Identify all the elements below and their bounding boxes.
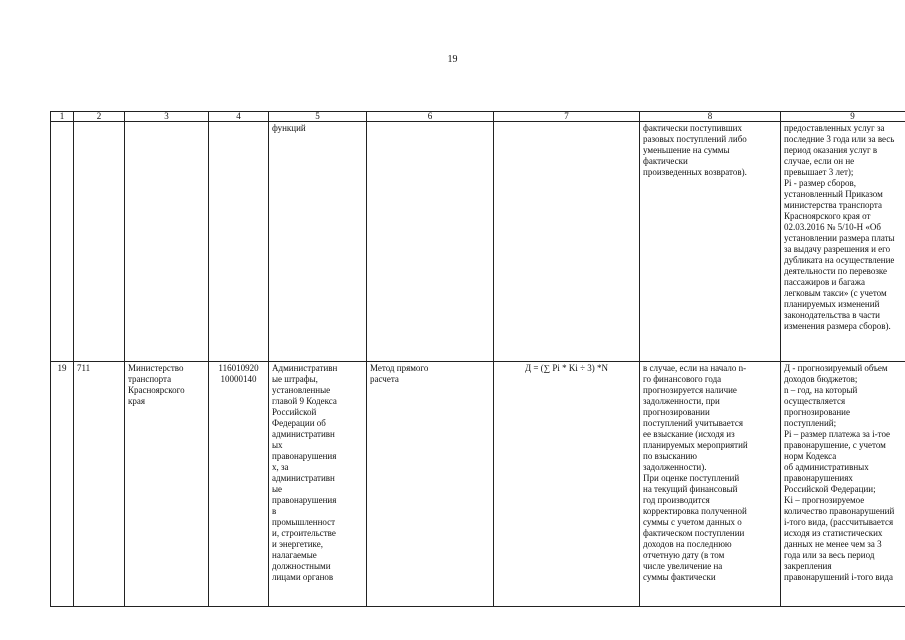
header-cell: 5 <box>269 112 367 122</box>
header-cell: 8 <box>640 112 781 122</box>
row-number-cell <box>51 122 74 362</box>
header-cell: 3 <box>125 112 209 122</box>
kbk-code-cell <box>209 122 269 362</box>
indicator-description-cell: Д - прогнозируемый объем доходов бюджетов; n – год, на который осуществляется прогнозирование поступлений; Pi – размер платежа за i-тое правонарушение, с учетом норм Кодекса об административных правонарушениях Российской Федерации; Ki – прогнозируемое количество правонарушений i-того вида, (рассчитывается исходя из статистических данных не менее чем за 3 года или за весь период закрепления правонарушений i-того вида <box>781 362 905 607</box>
method-cell <box>367 122 494 362</box>
revenue-name-cell: функций <box>269 122 367 362</box>
page-number: 19 <box>447 54 458 65</box>
algorithm-cell: в случае, если на начало n- го финансового года прогнозируется наличие задолженности, при прогнозировании поступлений учитывается ее взыскание (исходя из планируемых мероприятий по взысканию задолженности). При оценке поступлений на текущий финансовый год производится корректировка полученной суммы с учетом данных о фактическом поступлении доходов на последнюю отчетную дату (в том числе увеличение на суммы фактически <box>640 362 781 607</box>
header-cell: 9 <box>781 112 905 122</box>
algorithm-cell: фактически поступивших разовых поступлений либо уменьшение на суммы фактически произведенных возвратов). <box>640 122 781 362</box>
admin-code-cell: 711 <box>74 362 125 607</box>
kbk-code-cell: 116010920 10000140 <box>209 362 269 607</box>
revenue-forecast-table <box>50 111 905 607</box>
header-cell: 4 <box>209 112 269 122</box>
header-cell: 1 <box>51 112 74 122</box>
table-row <box>51 362 905 607</box>
table-header-row <box>51 112 905 122</box>
formula-cell <box>494 122 640 362</box>
method-cell: Метод прямого расчета <box>367 362 494 607</box>
header-cell: 7 <box>494 112 640 122</box>
admin-code-cell <box>74 122 125 362</box>
table-row <box>51 122 905 362</box>
admin-name-cell: Министерство транспорта Красноярского края <box>125 362 209 607</box>
formula-cell: Д = (∑ Pi * Ki ÷ 3) *N <box>494 362 640 607</box>
header-cell: 2 <box>74 112 125 122</box>
row-number-cell: 19 <box>51 362 74 607</box>
header-cell: 6 <box>367 112 494 122</box>
indicator-description-cell: предоставленных услуг за последние 3 года или за весь период оказания услуг в случае, если он не превышает 3 лет); Pi - размер сборов, установленный Приказом министерства транспорта Красноярского края от 02.03.2016 № 5/10-Н «Об установлении размера платы за выдачу разрешения и его дубликата на осуществление деятельности по перевозке пассажиров и багажа легковым такси» (с учетом планируемых изменений законодательства в части изменения размера сборов). <box>781 122 905 362</box>
admin-name-cell <box>125 122 209 362</box>
revenue-name-cell: Административн ые штрафы, установленные главой 9 Кодекса Российской Федерации об административн ых правонарушения х, за административн ые правонарушения в промышленност и, строительстве и энергетике, налагаемые должностными лицами органов <box>269 362 367 607</box>
